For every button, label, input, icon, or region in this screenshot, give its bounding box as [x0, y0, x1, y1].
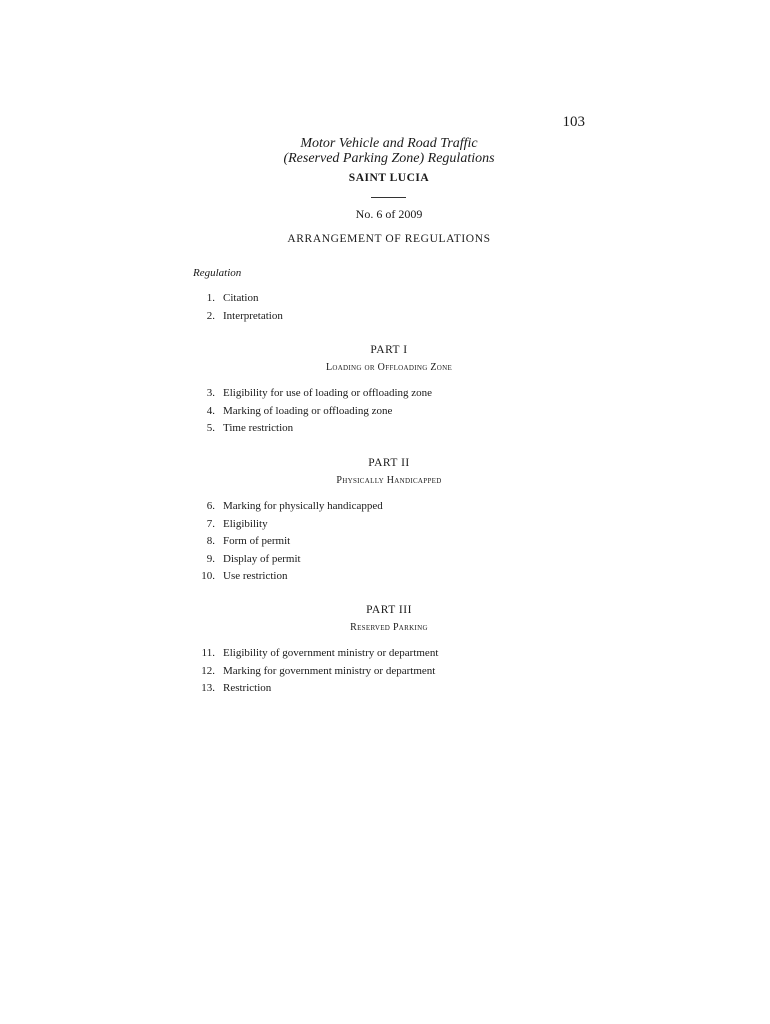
part-1-subheading: Loading or Offloading Zone — [325, 362, 453, 373]
title-line-2: (Reserved Parking Zone) Regulations — [283, 151, 495, 166]
instrument-number: No. 6 of 2009 — [355, 207, 423, 221]
part-3-heading: PART III — [366, 604, 412, 616]
regulation-number: 11. — [201, 647, 215, 659]
title-line-1: Motor Vehicle and Road Traffic — [300, 136, 478, 151]
preliminary-list — [193, 292, 283, 327]
regulation-number: 5. — [206, 422, 215, 434]
page-number: 103 — [562, 114, 585, 130]
country-heading: SAINT LUCIA — [348, 172, 430, 184]
regulation-title: Eligibility of government ministry or department — [223, 647, 439, 659]
regulation-title: Use restriction — [223, 570, 288, 582]
regulation-title: Marking for government ministry or department — [223, 664, 436, 677]
list-item — [193, 535, 383, 553]
list-item — [193, 553, 383, 571]
list-item — [193, 647, 438, 665]
list-item — [193, 500, 383, 518]
list-item — [193, 682, 438, 700]
part-1-list — [193, 387, 432, 440]
regulation-number: 12. — [201, 664, 215, 677]
regulation-title: Time restriction — [223, 422, 294, 434]
list-item — [193, 570, 383, 588]
list-item — [193, 422, 432, 440]
part-1-heading: PART I — [370, 344, 408, 356]
regulation-title: Marking of loading or offloading zone — [223, 404, 393, 417]
regulation-number: 2. — [206, 309, 215, 322]
part-2-list — [193, 500, 383, 588]
list-item — [193, 518, 383, 536]
regulation-number: 10. — [201, 570, 215, 582]
regulation-number: 8. — [206, 535, 215, 547]
part-2-heading: PART II — [368, 457, 410, 469]
regulation-number: 9. — [206, 552, 215, 565]
list-item — [193, 292, 283, 310]
part-2-subheading: Physically Handicapped — [336, 475, 442, 486]
regulation-number: 13. — [201, 682, 215, 694]
regulation-number: 4. — [206, 404, 215, 417]
regulation-number: 7. — [206, 517, 215, 530]
regulation-title: Display of permit — [223, 552, 301, 565]
part-3-list — [193, 647, 438, 700]
part-3-subheading: Reserved Parking — [350, 622, 428, 633]
list-item — [193, 405, 432, 423]
regulation-title: Interpretation — [223, 309, 283, 322]
regulation-number: 6. — [206, 500, 215, 512]
list-item — [193, 387, 432, 405]
regulation-title: Eligibility for use of loading or offloading zone — [223, 387, 433, 399]
regulation-title: Marking for physically handicapped — [223, 500, 383, 512]
regulation-number: 3. — [206, 387, 215, 399]
column-label: Regulation — [193, 267, 242, 279]
regulation-title: Eligibility — [223, 517, 268, 530]
regulation-title: Citation — [223, 292, 259, 304]
arrangement-heading: ARRANGEMENT OF REGULATIONS — [287, 233, 491, 245]
title-rule — [371, 197, 406, 198]
regulation-title: Restriction — [223, 682, 272, 694]
regulation-title: Form of permit — [223, 535, 291, 547]
list-item — [193, 310, 283, 328]
list-item — [193, 665, 438, 683]
regulation-number: 1. — [206, 292, 215, 304]
